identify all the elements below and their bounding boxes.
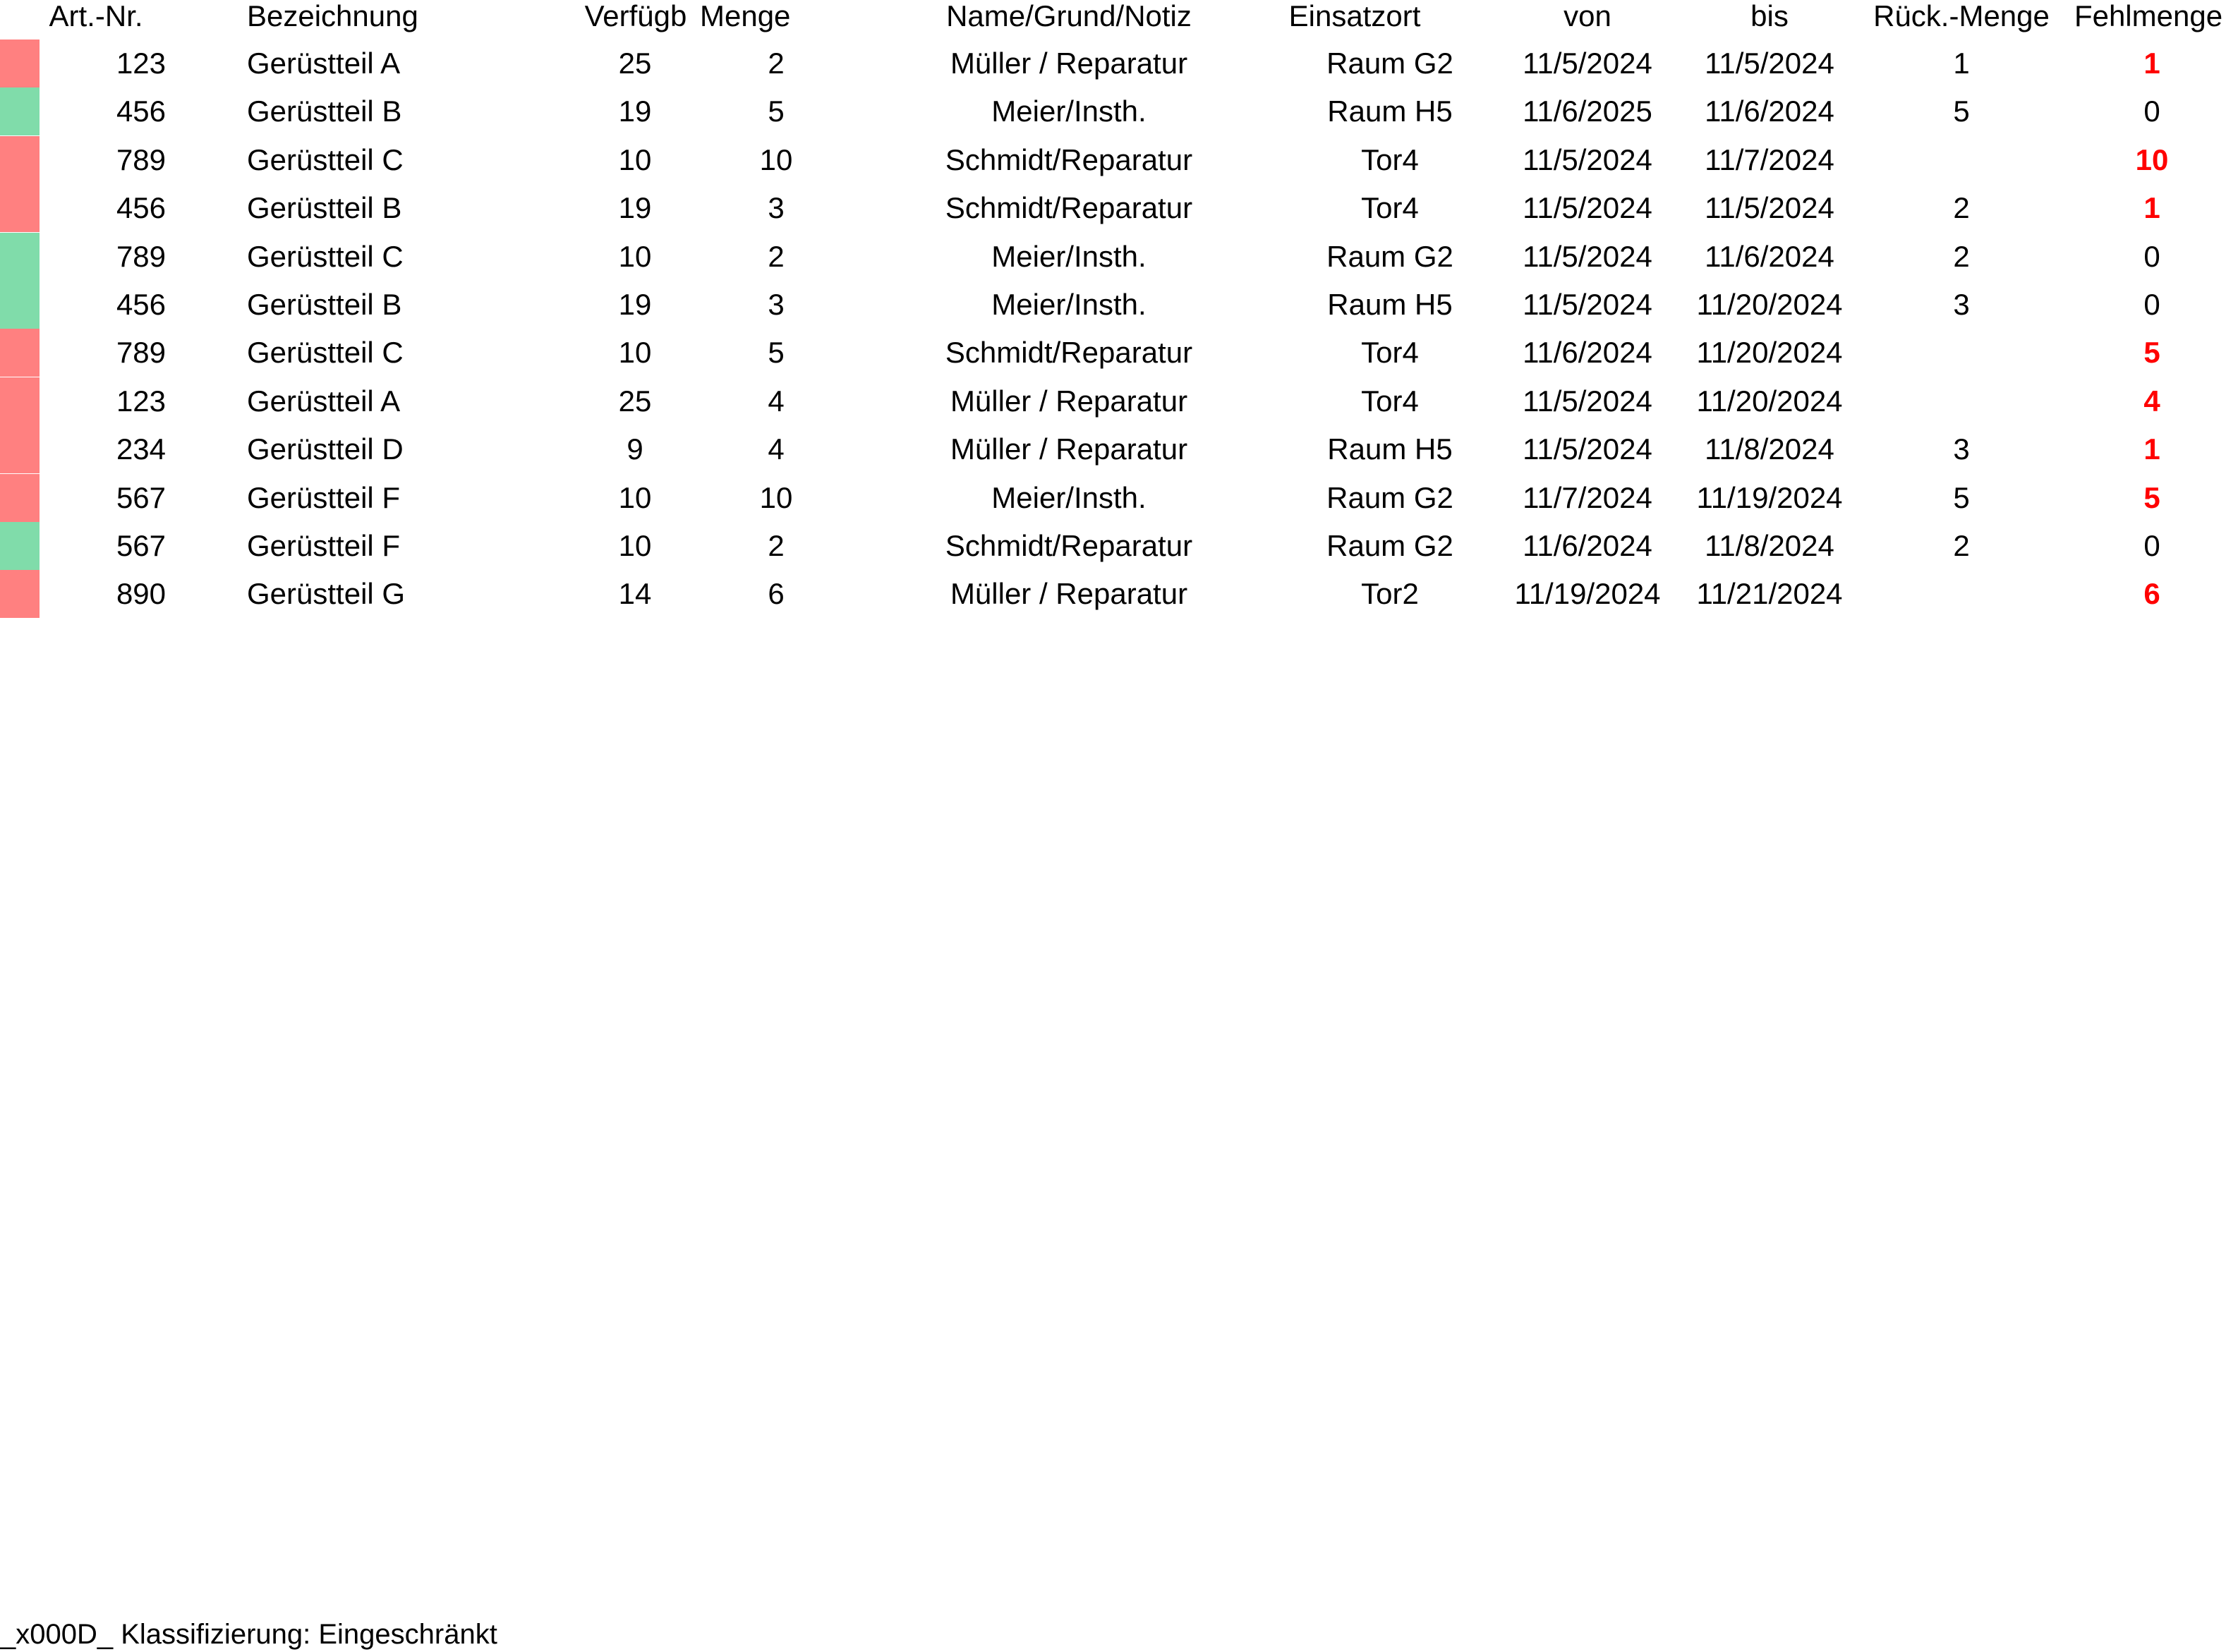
cell-bis[interactable]: 11/8/2024: [1705, 529, 1834, 562]
cell-einsatzort[interactable]: Raum G2: [1326, 480, 1453, 514]
cell-einsatzort[interactable]: Raum H5: [1327, 95, 1453, 128]
cell-menge[interactable]: 3: [768, 288, 785, 321]
cell-bezeichnung[interactable]: Gerüstteil A: [247, 384, 401, 418]
cell-name-grund-notiz[interactable]: Müller / Reparatur: [950, 432, 1188, 466]
cell-verfuegbar[interactable]: 10: [618, 336, 652, 370]
cell-rueck-menge[interactable]: 2: [1953, 239, 1970, 273]
cell-name-grund-notiz[interactable]: Müller / Reparatur: [950, 577, 1188, 611]
cell-verfuegbar[interactable]: 10: [618, 142, 652, 176]
cell-menge[interactable]: 4: [768, 432, 785, 466]
cell-name-grund-notiz[interactable]: Meier/Insth.: [991, 480, 1147, 514]
cell-menge[interactable]: 10: [759, 142, 793, 176]
cell-menge[interactable]: 10: [759, 480, 793, 514]
cell-von[interactable]: 11/5/2024: [1523, 432, 1652, 466]
cell-name-grund-notiz[interactable]: Schmidt/Reparatur: [945, 191, 1193, 225]
cell-bezeichnung[interactable]: Gerüstteil C: [247, 142, 404, 176]
cell-menge[interactable]: 5: [768, 336, 785, 370]
table-row: [0, 377, 2238, 425]
status-indicator: [0, 184, 40, 232]
header-rueck-menge[interactable]: Rück.-Menge: [1873, 0, 2050, 32]
cell-von[interactable]: 11/5/2024: [1523, 384, 1652, 418]
table-row: [0, 474, 2238, 522]
cell-verfuegbar[interactable]: 19: [618, 95, 652, 128]
header-einsatzort[interactable]: Einsatzort: [1288, 0, 1421, 32]
cell-menge[interactable]: 2: [768, 529, 785, 562]
table-row: [0, 425, 2238, 473]
cell-bis[interactable]: 11/21/2024: [1696, 577, 1843, 611]
cell-bezeichnung[interactable]: Gerüstteil B: [247, 95, 402, 128]
cell-von[interactable]: 11/5/2024: [1523, 239, 1652, 273]
cell-von[interactable]: 11/6/2024: [1523, 529, 1652, 562]
cell-menge[interactable]: 5: [768, 95, 785, 128]
cell-einsatzort[interactable]: Raum H5: [1327, 432, 1453, 466]
header-bis[interactable]: bis: [1750, 0, 1789, 32]
cell-fehlmenge[interactable]: 1: [2143, 432, 2160, 466]
header-art-nr[interactable]: Art.-Nr.: [49, 0, 143, 32]
cell-bezeichnung[interactable]: Gerüstteil B: [247, 288, 402, 321]
status-indicator: [0, 329, 40, 377]
cell-art-nr[interactable]: 789: [116, 239, 167, 273]
cell-bezeichnung[interactable]: Gerüstteil C: [247, 336, 404, 370]
table-row: [0, 522, 2238, 570]
cell-bezeichnung[interactable]: Gerüstteil D: [247, 432, 404, 466]
cell-art-nr[interactable]: 567: [116, 529, 167, 562]
cell-art-nr[interactable]: 456: [116, 288, 167, 321]
cell-menge[interactable]: 3: [768, 191, 785, 225]
cell-bezeichnung[interactable]: Gerüstteil F: [247, 529, 401, 562]
cell-rueck-menge[interactable]: [1884, 377, 2039, 425]
cell-fehlmenge[interactable]: 0: [2143, 529, 2160, 562]
cell-menge[interactable]: 4: [768, 384, 785, 418]
cell-bis[interactable]: 11/8/2024: [1705, 432, 1834, 466]
cell-name-grund-notiz[interactable]: Müller / Reparatur: [950, 47, 1188, 80]
cell-verfuegbar[interactable]: 19: [618, 288, 652, 321]
cell-rueck-menge[interactable]: 5: [1953, 480, 1970, 514]
cell-fehlmenge[interactable]: 1: [2143, 191, 2160, 225]
cell-bis[interactable]: 11/5/2024: [1705, 191, 1834, 225]
header-fehlmenge[interactable]: Fehlmenge: [2074, 0, 2223, 32]
cell-fehlmenge[interactable]: 5: [2143, 480, 2160, 514]
cell-fehlmenge[interactable]: 1: [2143, 47, 2160, 80]
table-row: [0, 136, 2238, 184]
cell-name-grund-notiz[interactable]: Schmidt/Reparatur: [945, 142, 1193, 176]
table-row: [0, 40, 2238, 87]
header-name[interactable]: Name/Grund/Notiz: [946, 0, 1192, 32]
cell-einsatzort[interactable]: Tor4: [1361, 384, 1419, 418]
cell-menge[interactable]: 2: [768, 47, 785, 80]
cell-art-nr[interactable]: 123: [116, 47, 167, 80]
cell-name-grund-notiz[interactable]: Schmidt/Reparatur: [945, 336, 1193, 370]
cell-bis[interactable]: 11/19/2024: [1696, 480, 1843, 514]
header-verfuegbar[interactable]: Verfügb: [584, 0, 687, 32]
cell-bis[interactable]: 11/6/2024: [1705, 95, 1834, 128]
cell-fehlmenge[interactable]: 0: [2143, 239, 2160, 273]
cell-von[interactable]: 11/5/2024: [1523, 191, 1652, 225]
table-row: [0, 233, 2238, 281]
cell-rueck-menge[interactable]: [1884, 136, 2039, 184]
cell-art-nr[interactable]: 789: [116, 142, 167, 176]
cell-einsatzort[interactable]: Tor4: [1361, 336, 1419, 370]
cell-art-nr[interactable]: 456: [116, 191, 167, 225]
status-indicator: [0, 522, 40, 570]
cell-bis[interactable]: 11/20/2024: [1696, 288, 1843, 321]
cell-rueck-menge[interactable]: 2: [1953, 191, 1970, 225]
cell-art-nr[interactable]: 890: [116, 577, 167, 611]
cell-bis[interactable]: 11/5/2024: [1705, 47, 1834, 80]
cell-bezeichnung[interactable]: Gerüstteil A: [247, 47, 401, 80]
status-indicator: [0, 425, 40, 473]
status-indicator: [0, 281, 40, 329]
cell-name-grund-notiz[interactable]: Müller / Reparatur: [950, 384, 1188, 418]
table-row: [0, 281, 2238, 329]
cell-bis[interactable]: 11/7/2024: [1705, 142, 1834, 176]
cell-verfuegbar[interactable]: 25: [618, 47, 652, 80]
cell-von[interactable]: 11/5/2024: [1523, 142, 1652, 176]
cell-von[interactable]: 11/19/2024: [1514, 577, 1661, 611]
cell-verfuegbar[interactable]: 10: [618, 529, 652, 562]
status-indicator: [0, 474, 40, 522]
cell-name-grund-notiz[interactable]: Meier/Insth.: [991, 95, 1147, 128]
header-von[interactable]: von: [1563, 0, 1611, 32]
cell-einsatzort[interactable]: Tor2: [1361, 577, 1419, 611]
cell-bezeichnung[interactable]: Gerüstteil C: [247, 239, 404, 273]
cell-fehlmenge[interactable]: 0: [2143, 288, 2160, 321]
cell-art-nr[interactable]: 789: [116, 336, 167, 370]
status-indicator: [0, 136, 40, 184]
cell-bis[interactable]: 11/20/2024: [1696, 384, 1843, 418]
cell-rueck-menge[interactable]: 5: [1953, 95, 1970, 128]
cell-fehlmenge[interactable]: 5: [2143, 336, 2160, 370]
cell-fehlmenge[interactable]: 6: [2143, 577, 2160, 611]
status-indicator: [0, 377, 40, 425]
cell-menge[interactable]: 2: [768, 239, 785, 273]
cell-einsatzort[interactable]: Raum G2: [1326, 529, 1453, 562]
cell-rueck-menge[interactable]: 3: [1953, 288, 1970, 321]
status-indicator: [0, 233, 40, 281]
cell-fehlmenge[interactable]: 10: [2135, 142, 2169, 176]
cell-von[interactable]: 11/5/2024: [1523, 47, 1652, 80]
header-menge[interactable]: Menge: [700, 0, 791, 32]
cell-rueck-menge[interactable]: 1: [1953, 47, 1970, 80]
cell-verfuegbar[interactable]: 19: [618, 191, 652, 225]
cell-bezeichnung[interactable]: Gerüstteil F: [247, 480, 401, 514]
cell-verfuegbar[interactable]: 10: [618, 480, 652, 514]
cell-verfuegbar[interactable]: 14: [618, 577, 652, 611]
cell-von[interactable]: 11/5/2024: [1523, 288, 1652, 321]
cell-einsatzort[interactable]: Raum G2: [1326, 239, 1453, 273]
cell-name-grund-notiz[interactable]: Meier/Insth.: [991, 288, 1147, 321]
table-row: [0, 184, 2238, 232]
cell-von[interactable]: 11/6/2025: [1523, 95, 1652, 128]
status-indicator: [0, 87, 40, 135]
status-indicator: [0, 40, 40, 87]
cell-einsatzort[interactable]: Raum G2: [1326, 47, 1453, 80]
cell-fehlmenge[interactable]: 0: [2143, 95, 2160, 128]
status-indicator: [0, 570, 40, 618]
cell-verfuegbar[interactable]: 9: [627, 432, 643, 466]
cell-rueck-menge[interactable]: [1884, 570, 2039, 618]
cell-art-nr[interactable]: 456: [116, 95, 167, 128]
cell-einsatzort[interactable]: Tor4: [1361, 142, 1419, 176]
cell-bezeichnung[interactable]: Gerüstteil G: [247, 577, 406, 611]
cell-rueck-menge[interactable]: 2: [1953, 529, 1970, 562]
cell-art-nr[interactable]: 567: [116, 480, 167, 514]
cell-bezeichnung[interactable]: Gerüstteil B: [247, 191, 402, 225]
table-row: [0, 87, 2238, 135]
cell-name-grund-notiz[interactable]: Schmidt/Reparatur: [945, 529, 1193, 562]
cell-einsatzort[interactable]: Raum H5: [1327, 288, 1453, 321]
cell-fehlmenge[interactable]: 4: [2143, 384, 2160, 418]
cell-einsatzort[interactable]: Tor4: [1361, 191, 1419, 225]
cell-verfuegbar[interactable]: 10: [618, 239, 652, 273]
cell-verfuegbar[interactable]: 25: [618, 384, 652, 418]
table-row: [0, 570, 2238, 618]
classification-footer: _x000D_ Klassifizierung: Eingeschränkt: [0, 1619, 497, 1650]
cell-name-grund-notiz[interactable]: Meier/Insth.: [991, 239, 1147, 273]
cell-von[interactable]: 11/6/2024: [1523, 336, 1652, 370]
cell-art-nr[interactable]: 234: [116, 432, 167, 466]
cell-art-nr[interactable]: 123: [116, 384, 167, 418]
cell-von[interactable]: 11/7/2024: [1523, 480, 1652, 514]
cell-bis[interactable]: 11/20/2024: [1696, 336, 1843, 370]
cell-menge[interactable]: 6: [768, 577, 785, 611]
cell-rueck-menge[interactable]: 3: [1953, 432, 1970, 466]
cell-bis[interactable]: 11/6/2024: [1705, 239, 1834, 273]
table-row: [0, 329, 2238, 377]
cell-rueck-menge[interactable]: [1884, 329, 2039, 377]
header-bezeichnung[interactable]: Bezeichnung: [247, 0, 418, 32]
